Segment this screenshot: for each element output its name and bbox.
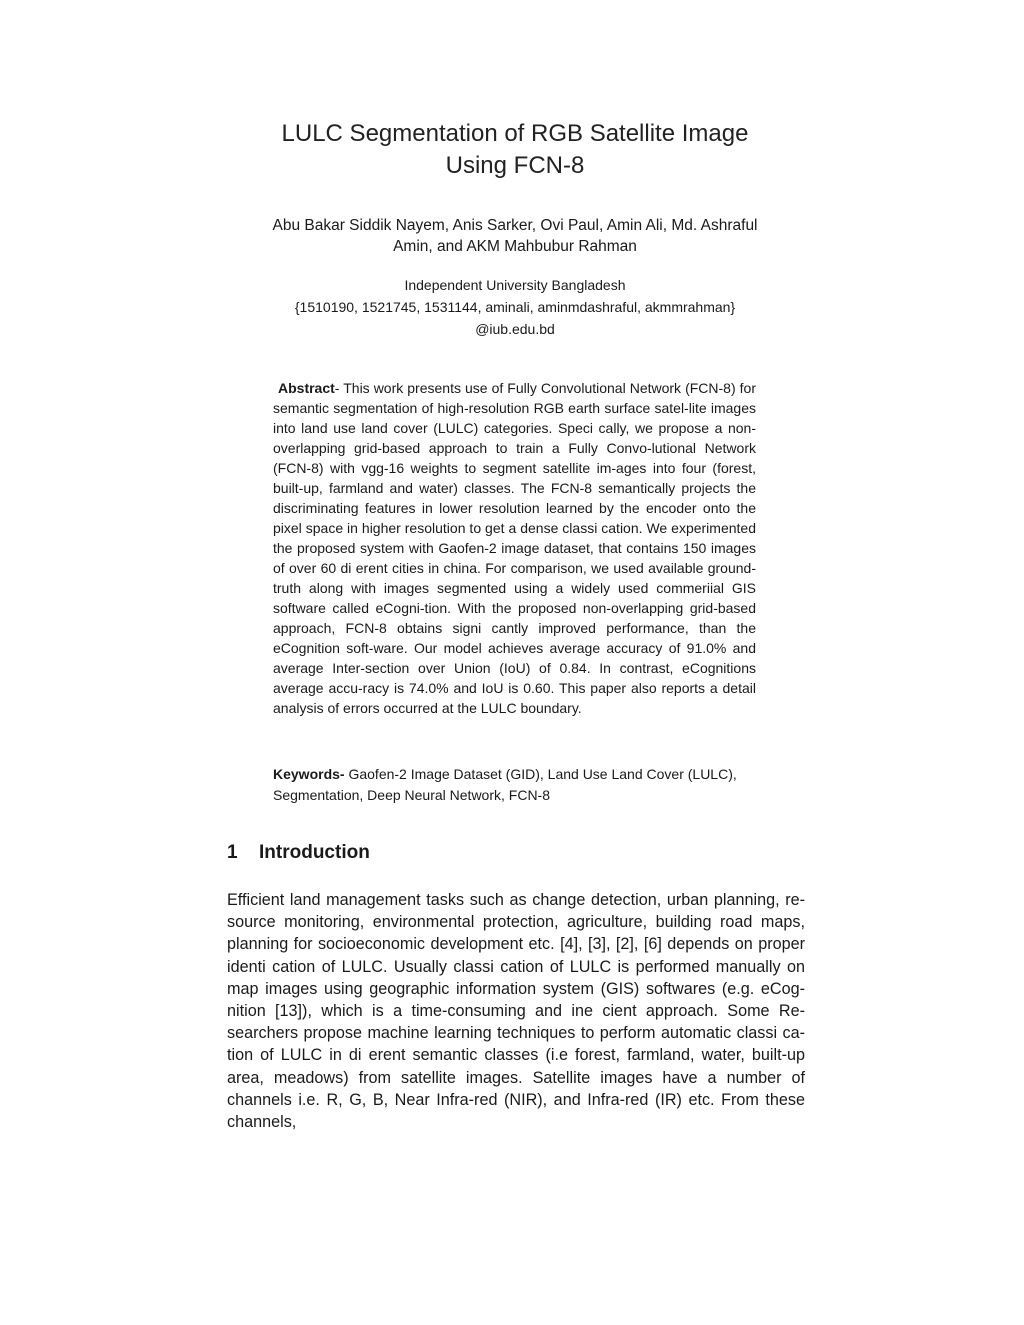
- section-number: 1: [227, 842, 238, 863]
- affiliation-block: [0, 274, 1024, 340]
- abstract-label: Abstract: [278, 380, 335, 396]
- section-heading-introduction: [227, 841, 370, 865]
- keywords-text: Gaofen-2 Image Dataset (GID), Land Use Land Cover (LULC), Segmentation, Deep Neural Network, FCN-8: [273, 766, 737, 803]
- title-line-2: Using FCN-8: [445, 152, 585, 179]
- paper-title: [0, 118, 1024, 182]
- keywords-label: Keywords-: [273, 766, 345, 782]
- email-domain: @iub.edu.bd: [475, 321, 555, 337]
- authors-line-2: Amin, and AKM Mahbubur Rahman: [393, 238, 637, 255]
- authors-line-1: Abu Bakar Siddik Nayem, Anis Sarker, Ovi Paul, Amin Ali, Md. Ashraful: [272, 217, 758, 234]
- introduction-paragraph: Efficient land management tasks such as change detection, urban planning, re-source monitoring, environmental protection, agriculture, building road maps, planning for socioeconomic development etc. [4], [3], [2], [6] depends on proper identi cation of LULC. Usually classi cation of LULC is performed manually on map images using geographic information system (GIS) softwares (e.g. eCog-nition [13]), which is a time-consuming and ine cient approach. Some Re-searchers propose machine learning techniques to perform automatic classi ca-tion of LULC in di erent semantic classes (i.e forest, farmland, water, built-up area, meadows) from satellite images. Satellite images have a number of channels i.e. R, G, B, Near Infra-red (NIR), and Infra-red (IR) etc. From these channels,: [227, 891, 805, 1132]
- author-emails: {1510190, 1521745, 1531144, aminali, aminmdashraful, akmmrahman}: [294, 299, 736, 315]
- section-title: Introduction: [259, 842, 370, 863]
- affiliation: Independent University Bangladesh: [404, 277, 626, 293]
- keywords: [273, 764, 783, 805]
- abstract: [273, 378, 756, 718]
- author-list: [0, 215, 1024, 257]
- title-line-1: LULC Segmentation of RGB Satellite Image: [281, 120, 749, 147]
- abstract-text: - This work presents use of Fully Convolutional Network (FCN-8) for semantic segmentation of high-resolution RGB earth surface satel-lite images into land use land cover (LULC) categories. Speci cally, we propose a non-overlapping grid-based approach to train a Fully Convo-lutional Network (FCN-8) with vgg-16 weights to segment satellite im-ages into four (forest, built-up, farmland and water) classes. The FCN-8 semantically projects the discriminating features in lower resolution learned by the encoder onto the pixel space in higher resolution to get a dense classi cation. We experimented the proposed system with Gaofen-2 image dataset, that contains 150 images of over 60 di erent cities in china. For comparison, we used available ground-truth along with images segmented using a widely used commeriial GIS software called eCogni-tion. With the proposed non-overlapping grid-based approach, FCN-8 obtains signi cantly improved performance, than the eCognition soft-ware. Our model achieves average accuracy of 91.0% and average Inter-section over Union (IoU) of 0.84. In contrast, eCognitions average accu-racy is 74.0% and IoU is 0.60. This paper also reports a detail analysis of errors occurred at the LULC boundary.: [273, 380, 756, 716]
